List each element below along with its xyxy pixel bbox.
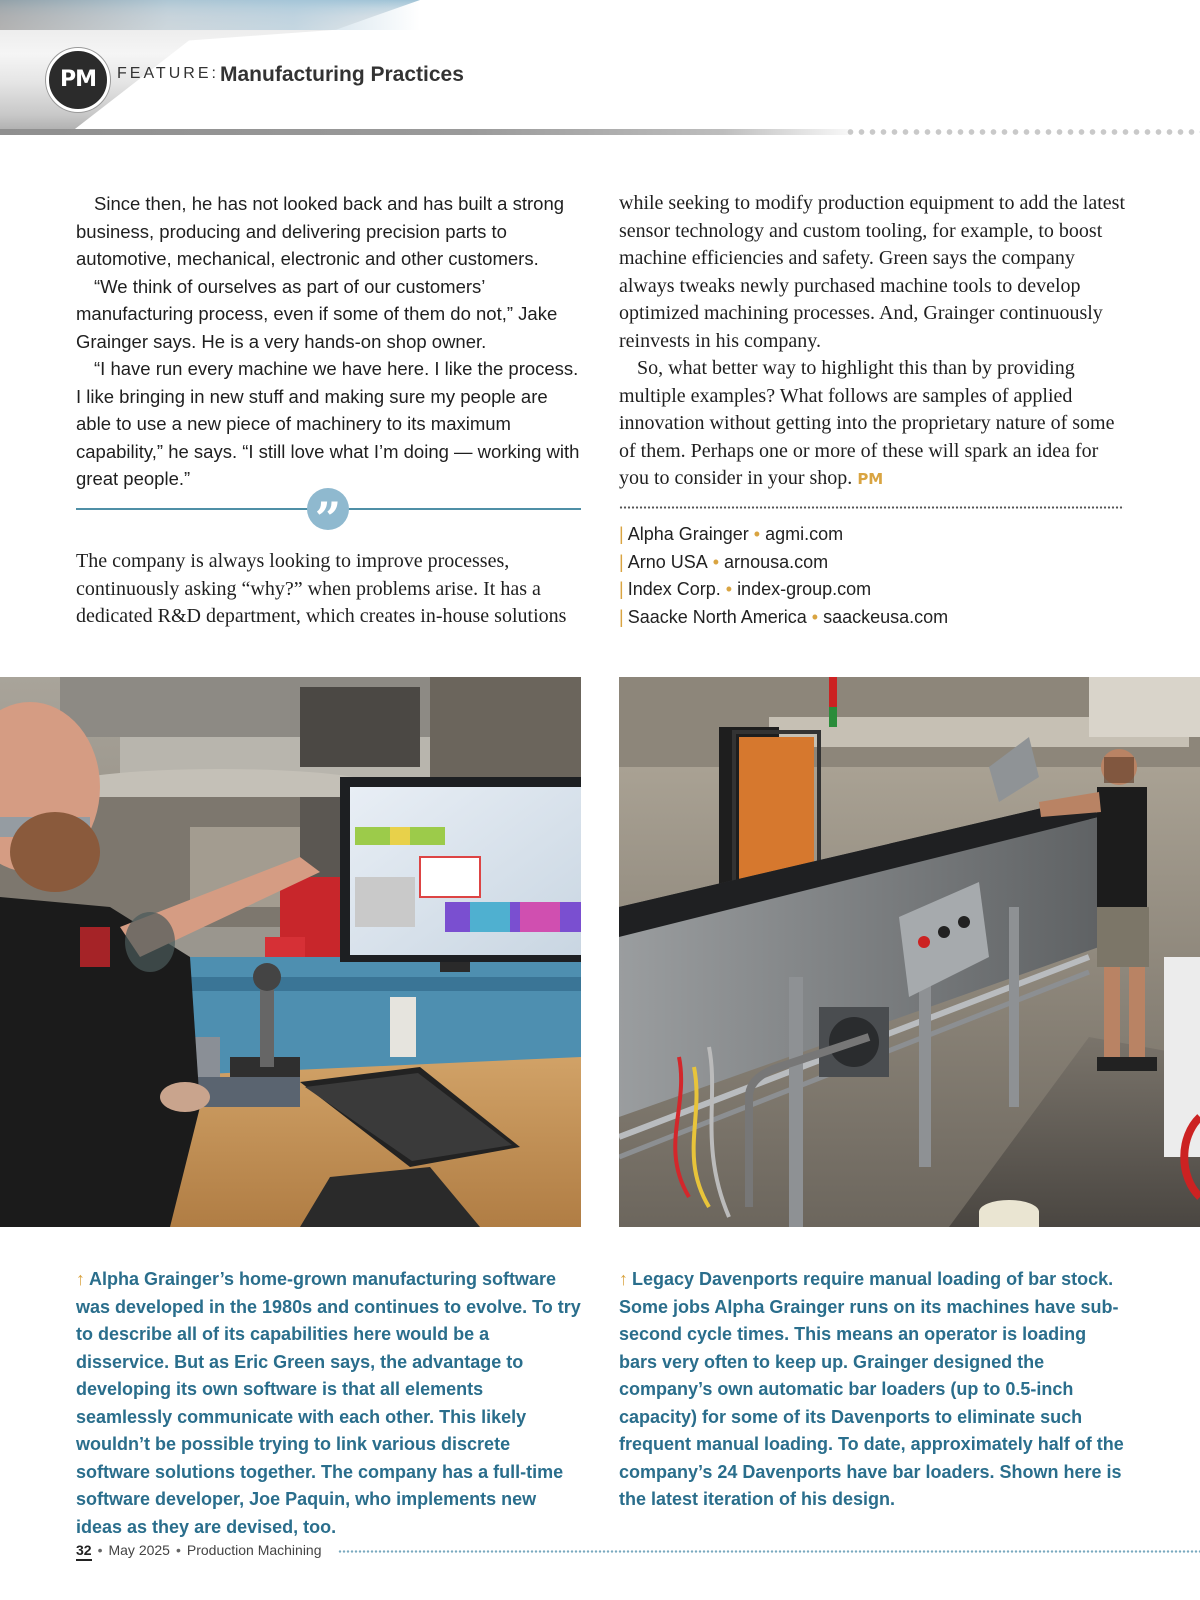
company-url[interactable]: index-group.com	[737, 579, 872, 599]
photo-caption-left	[76, 1266, 581, 1541]
quote-divider	[76, 488, 581, 546]
footer-dotted-rule	[338, 1550, 1200, 1553]
resource-link-row: | Arno USA • arnousa.com	[619, 551, 829, 572]
left-column-lower-text	[76, 548, 581, 631]
dotted-separator	[619, 506, 1124, 509]
company-url[interactable]: arnousa.com	[724, 551, 829, 572]
body-paragraph: Since then, he has not looked back and has built a strong business, producing and delivering precision parts to automotive, mechanical, electronic and other customers.	[76, 193, 565, 269]
up-arrow-icon: ↑	[619, 1269, 628, 1289]
issue-date: May 2025	[108, 1542, 170, 1558]
company-name: Index Corp.	[627, 579, 721, 599]
left-column-text	[76, 190, 581, 493]
resource-link-row: | Saacke North America • saackeusa.com	[619, 606, 949, 627]
pm-logo-badge: PM	[46, 48, 110, 112]
page-number: 32	[76, 1542, 92, 1561]
end-mark: PM	[857, 470, 884, 488]
company-name: Alpha Grainger	[627, 524, 749, 544]
body-paragraph-text: So, what better way to highlight this than by providing multiple examples? What follows are samples of applied innovation without getting into the proprietary nature of some of them. Perhaps one or more of these will spark an idea for you to consider in your shop.	[619, 357, 1115, 489]
quote-mark-icon: ”	[307, 488, 349, 530]
header-dotted-rule	[845, 128, 1200, 136]
page-header	[0, 0, 1200, 140]
company-name: Saacke North America	[627, 606, 807, 627]
body-paragraph: “I have run every machine we have here. I like the process. I like bringing in new stuff and making sure my people are able to use a new piece of machinery to its maximum capability,” he says. “I still love what I’m doing — working with great people.”	[76, 358, 580, 489]
company-name: Arno USA	[627, 551, 708, 572]
photo-illustration	[619, 677, 1200, 1227]
caption-text: Alpha Grainger’s home-grown manufacturing software was developed in the 1980s and continues to evolve. To try to describe all of its capabilities here would be a disservice. But as Eric Green says, the advantage to developing its own software is that all elements seamlessly communicate with each other. This likely wouldn’t be possible trying to link various discrete software solutions together. The company has a full-time software developer, Joe Paquin, who implements new ideas as they are devised, too.	[76, 1269, 581, 1537]
publication-name: Production Machining	[186, 1542, 322, 1558]
up-arrow-icon: ↑	[76, 1269, 85, 1289]
page-footer	[76, 1542, 1200, 1564]
header-rule	[0, 129, 850, 135]
photo-bar-loader	[619, 677, 1200, 1227]
body-paragraph: The company is always looking to improve processes, continuously asking “why?” when problems arise. It has a dedicated R&D department, which creates in-house solutions	[76, 550, 567, 627]
company-url[interactable]: agmi.com	[765, 524, 844, 544]
resource-link-row: | Alpha Grainger • agmi.com	[619, 524, 844, 544]
resource-links	[619, 521, 1124, 631]
footer-separator: •	[97, 1542, 103, 1558]
feature-title: Manufacturing Practices	[220, 63, 464, 86]
photo-illustration	[0, 677, 581, 1227]
body-paragraph	[619, 355, 1129, 494]
photo-software-workstation	[0, 677, 581, 1227]
photo-caption-right	[619, 1266, 1124, 1514]
company-url[interactable]: saackeusa.com	[823, 606, 949, 627]
resource-link-row: | Index Corp. • index-group.com	[619, 579, 872, 599]
feature-label: FEATURE:	[117, 65, 219, 82]
body-paragraph: while seeking to modify production equipment to add the latest sensor technology and custom tooling, for example, to boost machine efficiencies and safety. Green says the company always tweaks newly purchased machine tools to develop optimized machining processes. And, Grainger continuously reinvests in his company.	[619, 192, 1126, 352]
header-tint-decoration	[0, 0, 420, 30]
right-column-text	[619, 190, 1129, 494]
body-paragraph: “We think of ourselves as part of our customers’ manufacturing process, even if some of them do not,” Jake Grainger says. He is a very hands-on shop owner.	[76, 275, 558, 352]
caption-text: Legacy Davenports require manual loading of bar stock. Some jobs Alpha Grainger runs on its machines have sub-second cycle times. This means an operator is loading bars very often to keep up. Grainger designed the company’s own automatic bar loaders (up to 0.5-inch capacity) for some of its Davenports to eliminate such frequent manual loading. To date, approximately half of the company’s 24 Davenports have bar loaders. Shown here is the latest iteration of his design.	[619, 1269, 1124, 1509]
footer-separator: •	[175, 1542, 181, 1558]
